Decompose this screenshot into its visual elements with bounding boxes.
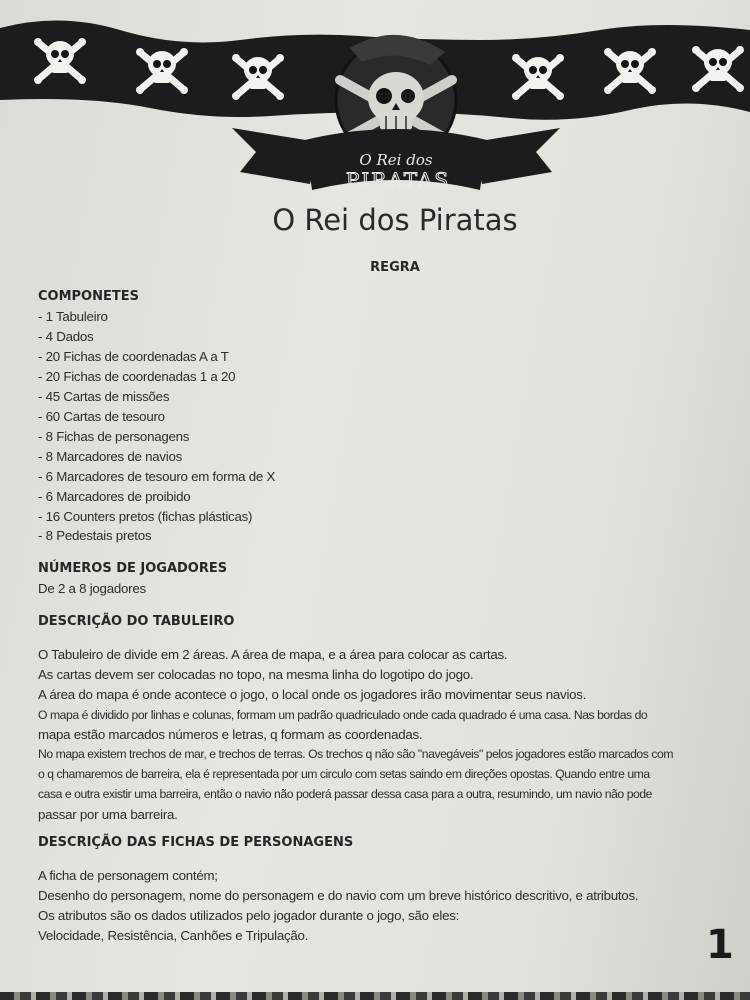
list-item: - 60 Cartas de tesouro bbox=[38, 409, 165, 424]
list-item: - 8 Marcadores de navios bbox=[38, 449, 183, 464]
players-text: De 2 a 8 jogadores bbox=[38, 581, 146, 596]
paragraph-line: A área do mapa é onde acontece o jogo, o local onde os jogadores irão movimentar seus navios. bbox=[38, 687, 587, 702]
paragraph-line: Velocidade, Resistência, Canhões e Tripulação. bbox=[38, 928, 309, 943]
list-item: - 45 Cartas de missões bbox=[38, 389, 170, 404]
paragraph-line: O Tabuleiro de divide em 2 áreas. A área de mapa, e a área para colocar as cartas. bbox=[38, 647, 508, 662]
list-item: - 16 Counters pretos (fichas plásticas) bbox=[38, 509, 253, 524]
section-title-characters: DESCRIÇÃO DAS FICHAS DE PERSONAGENS bbox=[38, 835, 354, 850]
paragraph-line: passar por uma barreira. bbox=[38, 807, 178, 822]
paragraph-line: Os atributos são os dados utilizados pelo jogador durante o jogo, são eles: bbox=[38, 908, 460, 923]
paragraph-line: Desenho do personagem, nome do personagem e do navio com um breve histórico descritivo, e atributos. bbox=[38, 888, 639, 903]
section-title-players: NÚMEROS DE JOGADORES bbox=[38, 561, 228, 576]
paragraph-line: O mapa é dividido por linhas e colunas, formam um padrão quadriculado onde cada quadrado é uma casa. Nas bordas do bbox=[38, 708, 648, 722]
page-bottom-border bbox=[0, 992, 750, 1000]
paragraph-line: As cartas devem ser colocadas no topo, na mesma linha do logotipo do jogo. bbox=[38, 667, 474, 682]
list-item: - 6 Marcadores de tesouro em forma de X bbox=[38, 469, 276, 484]
pirate-banner bbox=[0, 0, 750, 200]
svg-text:PIRATAS: PIRATAS bbox=[345, 168, 451, 192]
list-item: - 20 Fichas de coordenadas 1 a 20 bbox=[38, 369, 236, 384]
list-item: - 6 Marcadores de proibido bbox=[38, 489, 191, 504]
paragraph-line: No mapa existem trechos de mar, e trechos de terras. Os trechos q não são "navegáveis" pelos jogadores estão marcados com bbox=[38, 747, 674, 761]
paragraph-line: casa e outra existir uma barreira, então o navio não poderá passar dessa casa para a outra, resumindo, um navio não pode bbox=[38, 787, 653, 801]
paragraph-line: A ficha de personagem contém; bbox=[38, 868, 218, 883]
paragraph-line: mapa estão marcados números e letras, q formam as coordenadas. bbox=[38, 727, 423, 742]
page-title: O Rei dos Piratas bbox=[272, 203, 518, 237]
svg-text:O Rei dos: O Rei dos bbox=[359, 151, 433, 169]
section-title-board: DESCRIÇÃO DO TABULEIRO bbox=[38, 614, 235, 629]
page-number: 1 bbox=[706, 922, 734, 968]
paragraph-line: o q chamaremos de barreira, ela é representada por um circulo com setas saindo em direções opostas. Quando entre uma bbox=[38, 767, 650, 781]
section-title-components: COMPONETES bbox=[38, 289, 139, 304]
list-item: - 20 Fichas de coordenadas A a T bbox=[38, 349, 229, 364]
list-item: - 8 Pedestais pretos bbox=[38, 528, 152, 543]
list-item: - 1 Tabuleiro bbox=[38, 309, 108, 324]
list-item: - 8 Fichas de personagens bbox=[38, 429, 190, 444]
list-item: - 4 Dados bbox=[38, 329, 94, 344]
page-subtitle: REGRA bbox=[370, 260, 420, 275]
